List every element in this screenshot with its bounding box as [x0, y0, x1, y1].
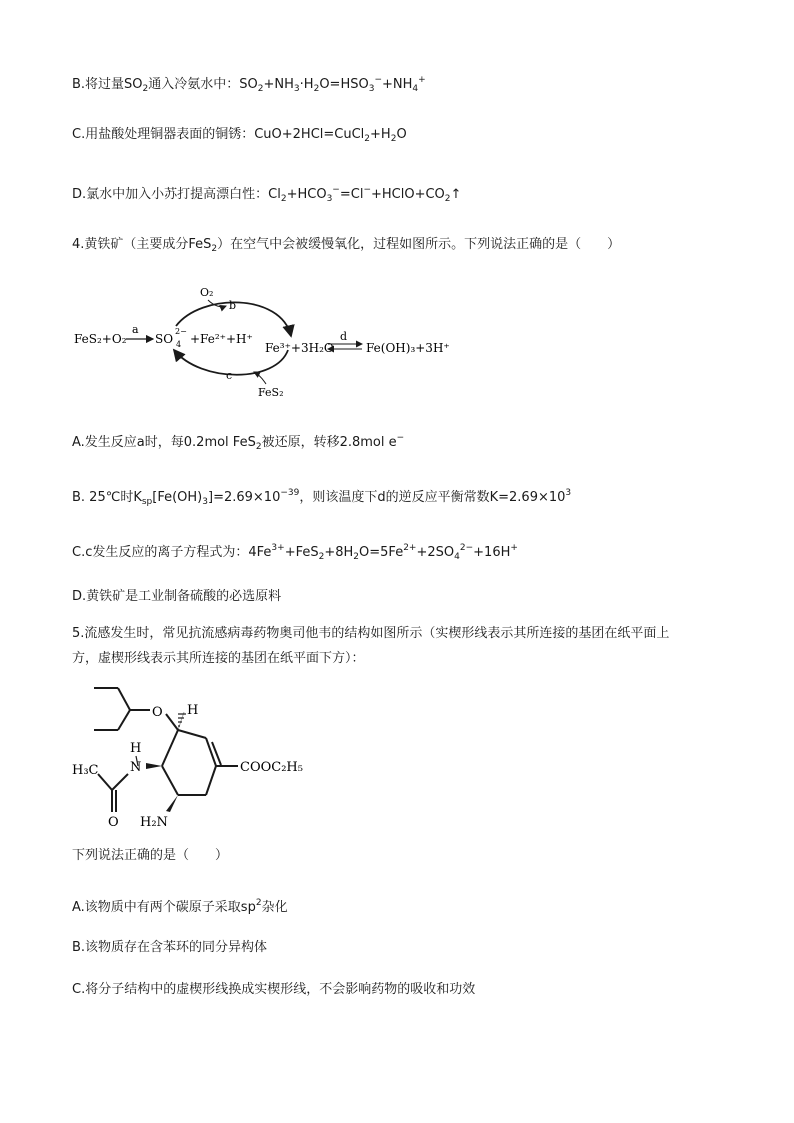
- label-b: b: [229, 299, 237, 312]
- question-4-stem: 4.黄铁矿（主要成分FeS$_2$）在空气中会被缓慢氧化，过程如图所示。下列说法正确的是（ ）: [72, 237, 621, 254]
- ether-oxygen: O: [152, 705, 163, 720]
- question-5-prompt: 下列说法正确的是（ ）: [72, 848, 229, 863]
- ferric-label: Fe³⁺+3H₂O: [265, 341, 334, 355]
- methyl-group: H₃C: [72, 763, 99, 778]
- option-4d: D.黄铁矿是工业制备硫酸的必选原料: [72, 589, 282, 604]
- option-3b: B.将过量$SO_2$通入冷氨水中：$SO_2+NH_3\cdot H_2O=HSO_3^-+NH_4^+$: [72, 75, 426, 94]
- label-c: c: [226, 369, 233, 382]
- amide-nitrogen: N: [130, 760, 142, 775]
- hydrogen-amide: H: [130, 741, 142, 756]
- reactant-label: FeS₂+O₂: [74, 332, 127, 346]
- question-5-stem-line1: 5.流感发生时，常见抗流感病毒药物奥司他韦的结构如图所示（实楔形线表示其所连接的基团在纸平面上: [72, 626, 670, 641]
- ferrous-label: +Fe²⁺+H⁺: [190, 332, 253, 346]
- option-5c: C.将分子结构中的虚楔形线换成实楔形线，不会影响药物的吸收和功效: [72, 982, 476, 997]
- sulfate-sup: 2−: [175, 327, 187, 336]
- option-4c: C.c发生反应的离子方程式为：$4Fe^{3+}+FeS_2+8H_2O=5Fe^{2+}+2SO_4^{2-}+16H^+$: [72, 543, 518, 562]
- pyrite-label: FeS₂: [258, 386, 284, 399]
- ester-group: COOC₂H₅: [240, 760, 303, 775]
- option-5b: B.该物质存在含苯环的同分异构体: [72, 940, 268, 955]
- wedge-bond-nh: [146, 763, 162, 769]
- sulfate-sub: 4: [176, 340, 182, 349]
- option-4b: B. 25℃时$K_{sp}[Fe(OH)_3]=2.69\times 10^{-39}$，则该温度下d的逆反应平衡常数$K=2.69\times 10^3$: [72, 488, 572, 507]
- hydrogen-top: H: [187, 703, 199, 718]
- wedge-bond-nh2: [166, 795, 178, 812]
- hashed-bond-h: [178, 714, 186, 726]
- pyrite-arrow: [254, 372, 266, 384]
- oseltamivir-structure: [66, 680, 316, 830]
- carbonyl-oxygen: O: [108, 815, 119, 830]
- option-3c: C.用盐酸处理铜器表面的铜锈：$CuO+2HCl=CuCl_2+H_2O$: [72, 127, 407, 144]
- label-d: d: [340, 330, 348, 343]
- option-5a: A.该物质中有两个碳原子采取$sp^2$杂化: [72, 898, 288, 915]
- product-label: Fe(OH)₃+3H⁺: [366, 341, 450, 355]
- oxygen-label: O₂: [200, 286, 214, 299]
- option-4a: A.发生反应a时，每0.2mol FeS$_2$被还原，转移2.8mol e−: [72, 433, 405, 452]
- label-a: a: [132, 323, 139, 336]
- pyrite-oxidation-diagram: [66, 278, 466, 406]
- option-3d: D.氯水中加入小苏打提高漂白性：$Cl_2+HCO_3^-=Cl^-+HClO+CO_2↑$: [72, 185, 462, 204]
- amino-group: H₂N: [140, 815, 168, 830]
- sulfate-label: SO: [155, 332, 174, 346]
- question-5-stem-line2: 方，虚楔形线表示其所连接的基团在纸平面下方）：: [72, 651, 365, 666]
